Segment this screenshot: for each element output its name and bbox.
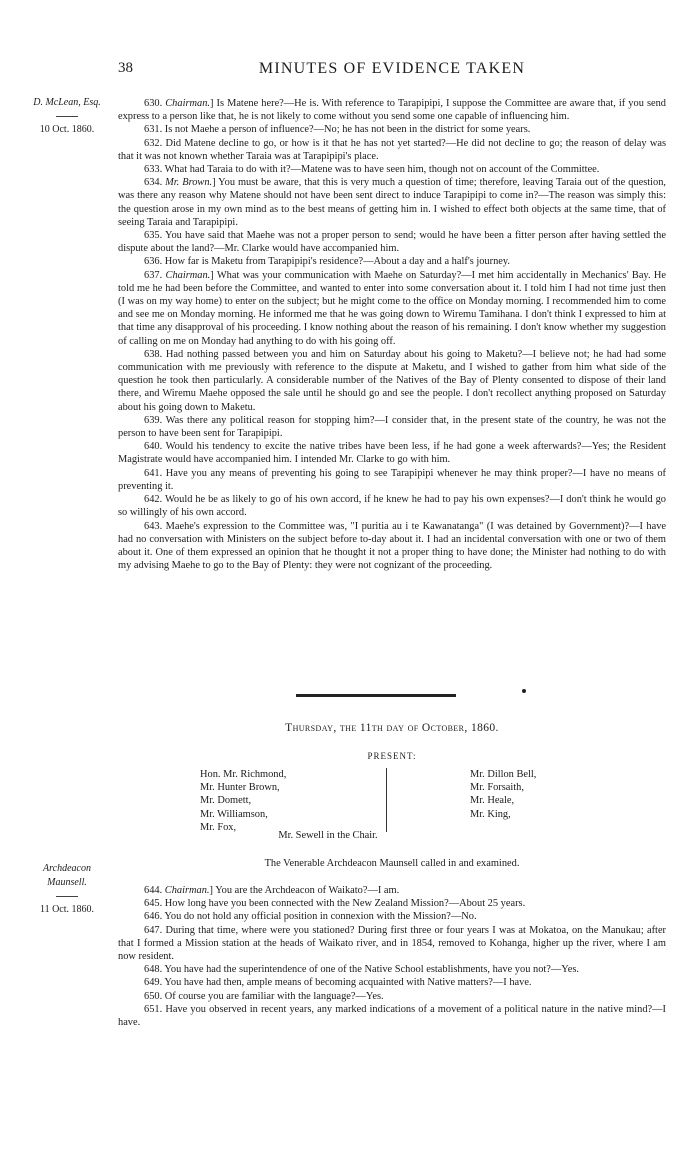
question-639: 639. Was there any political reason for stopping him?—I consider that, in the present state of the country, he was not the person to have been sent for Tarapipipi.	[118, 414, 666, 440]
question-647: 647. During that time, where were you stationed? During first three or four years I was at Mokatoa, on the Manukau; after that I formed a Mission station at the heads of Waikato river, and in 1854, removed to Kohanga, higher up the river, where I am now resident.	[118, 924, 667, 963]
chair-line: Mr. Sewell in the Chair.	[278, 830, 378, 841]
member-name: Hon. Mr. Richmond,	[200, 769, 287, 780]
question-634: 634. Mr. Brown.] You must be aware, that this is very much a question of time; therefore, leaving Taraia out of the question, was there any reason why Matene should not have been sent direct to induce Tarapipipi to come in?—The reason was simply this: the question arose in my own mind as to the best means of getting him in. I wished to effect both objects at the same time, that of seeing Taraia and Tarapipipi.	[118, 177, 666, 228]
member-name: Mr. Williamson,	[200, 808, 268, 820]
question-641: 641. Have you any means of preventing his going to see Tarapipipi whenever he may think proper?—I have no means of preventing it.	[118, 467, 666, 492]
question-643: 643. Maehe's expression to the Committee was, "I puritia au i te Kawanatanga" (I was detained by Government)?—I have had no conversation with Ministers on the subject before to-day about it. I had an incidental conversation with one or two of them about it. One of them expressed an opinion that he thought it not a proper thing to have done; the Minister had nothing to do with my advising Maehe to go to the Bay of Plenty: they were not cognizant of the proceeding.	[118, 520, 667, 572]
section-divider	[296, 694, 456, 697]
question-644: 644. Chairman.] You are the Archdeacon of Waikato?—I am.	[144, 885, 400, 896]
margin-note-witness-maunsell	[22, 862, 112, 917]
question-636: 636. How far is Maketu from Tarapipipi's residence?—About a day and a half's journey.	[144, 256, 511, 268]
margin-rule	[56, 116, 78, 117]
member-name: Mr. Dillon Bell,	[470, 769, 537, 780]
member-name: Mr. Heale,	[470, 795, 515, 807]
question-630: 630. Chairman.] Is Matene here?—He is. With reference to Tarapipipi, I suppose the Committee are aware that, if you send express to a person like that, he is not likely to come without you send some one capable of influencing him.	[118, 98, 666, 123]
margin-note-date: 11 Oct. 1860.	[39, 904, 95, 915]
sitting-date-heading: Thursday, the 11th day of October, 1860.	[285, 722, 499, 734]
evidence-section-1	[118, 97, 666, 572]
question-646: 646. You do not hold any official position in connexion with the Mission?—No.	[144, 911, 477, 923]
divider-dot	[522, 689, 526, 693]
question-633: 633. What had Taraia to do with it?—Matene was to have seen him, though not on account of the Committee.	[144, 164, 600, 176]
member-name: Mr. Hunter Brown,	[200, 782, 280, 794]
question-642: 642. Would he be as likely to go of his own accord, if he knew he had to pay his own expenses?—I don't think he would go so willingly of his own accord.	[118, 494, 666, 519]
margin-note-name: D. McLean, Esq.	[33, 97, 101, 108]
members-list-left	[200, 768, 286, 834]
question-637: 637. Chairman.] What was your communication with Maehe on Saturday?—I met him accidentally in Mechanics' Bay. He told me he had been before the Committee, and wanted to enter into some conversation about it. I told him I had not time just then (I was on my way home) to enter on the subject; but he might come to the office on Monday morning. I recommended him to come and see me on Monday morning. He informed me that he was going down to Wiremu Tamihana. I don't think I expressed to him at that time any disapproval of his proceeding. I know nothing about the reason of his remaining. I don't know whether my suggestion of calling on me on Monday had anything to do with his going off.	[118, 269, 666, 347]
members-divider-rule	[386, 768, 387, 832]
question-648: 648. You have had the superintendence of one of the Native School establishments, have you not?—Yes.	[144, 964, 579, 976]
page-number: 38	[118, 60, 133, 76]
members-list-right	[470, 768, 536, 821]
evidence-section-2	[118, 884, 666, 1029]
margin-note-witness-mclean	[22, 96, 112, 137]
question-638: 638. Had nothing passed between you and him on Saturday about his going to Maketu?—I believe not; he had had some communication with me previously with reference to the dispute at Maketu, and I wished to gather from him what side of the question he took then particularly. A considerable number of the Natives of the Bay of Plenty consented to dispose of their land there, and Wiremu Maehe opposed the sale until he should go and see the people. I don't recollect anything proposed on Saturday about his going down to Maketu.	[118, 348, 667, 413]
member-name: Mr. King,	[470, 808, 511, 820]
member-name: Mr. Domett,	[200, 795, 252, 807]
question-640: 640. Would his tendency to excite the native tribes have been less, if he had gone a week afterwards?—Yes; the Resident Magistrate would have accompanied him. I intended Mr. Clarke to go with him.	[118, 441, 667, 466]
running-title: MINUTES OF EVIDENCE TAKEN	[258, 60, 526, 77]
member-name: Mr. Fox,	[200, 821, 237, 833]
question-649: 649. You have had then, ample means of becoming acquainted with Native matters?—I have.	[144, 977, 532, 989]
question-632: 632. Did Matene decline to go, or how is it that he has not yet started?—He did not decline to go; the reason of delay was that it was not known whether Taraia was at Tarapipipi's place.	[118, 137, 666, 162]
margin-note-date: 10 Oct. 1860.	[39, 124, 95, 135]
present-label: PRESENT:	[367, 751, 417, 761]
page-header	[118, 60, 666, 84]
question-645: 645. How long have you been connected with the New Zealand Mission?—About 25 years.	[144, 898, 526, 910]
member-name: Mr. Forsaith,	[470, 782, 524, 794]
witness-introduction: The Venerable Archdeacon Maunsell called in and examined.	[264, 858, 520, 869]
margin-note-name: Archdeacon Maunsell.	[43, 863, 91, 888]
question-631: 631. Is not Maehe a person of influence?—No; he has not been in the district for some years.	[144, 124, 531, 136]
margin-rule	[56, 896, 78, 897]
question-651: 651. Have you observed in recent years, any marked indications of a movement of a political nature in the native mind?—I have.	[118, 1003, 666, 1029]
question-650: 650. Of course you are familiar with the language?—Yes.	[144, 990, 384, 1002]
question-635: 635. You have said that Maehe was not a proper person to send; would he have been a fitter person after having settled the dispute about the land?—Mr. Clarke would have accompanied him.	[118, 230, 666, 255]
